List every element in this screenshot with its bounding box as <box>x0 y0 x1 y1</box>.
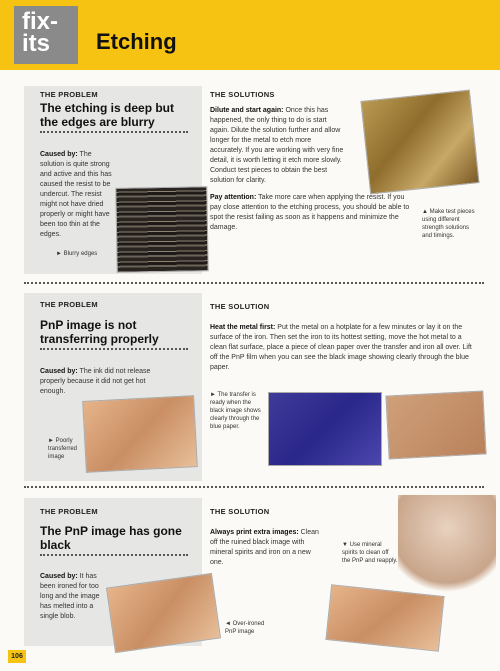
sol-label-1a: Dilute and start again: <box>210 107 284 114</box>
solution-text-1a <box>210 106 345 186</box>
blurry-etching-photo <box>115 186 208 273</box>
caused-by-3 <box>40 572 110 622</box>
sol-text-3: Clean off the ruined black image with mineral spirits and iron on a new one. <box>210 529 319 566</box>
divider <box>40 131 188 133</box>
solutions-kicker-3: THE SOLUTION <box>210 507 270 516</box>
sol-label-1b: Pay attention: <box>210 194 257 201</box>
badge-line2: its <box>22 30 51 57</box>
sol-text-1a: Once this has happened, the only thing to do is start again. Dilute the solution further and allow longer for the metal to etch more accurately. If you are working with very fine detail, it is worth letting it etch more slowly. Conduct test pieces to obtain the best solution for clarity. <box>210 107 344 184</box>
caused-label-2: Caused by: <box>40 368 78 375</box>
solution-text-2 <box>210 323 480 373</box>
problem-title-2: PnP image is not transferring properly <box>40 318 159 346</box>
image-caption-2: ► Poorly transferred image <box>48 438 78 460</box>
caused-label-3: Caused by: <box>40 573 78 580</box>
fix-its-badge <box>14 6 78 64</box>
photo-caption-2: ► The transfer is ready when the black image shows clearly through the blue paper. <box>210 392 261 430</box>
solutions-kicker-2: THE SOLUTION <box>210 302 270 311</box>
blue-paper-photo <box>268 392 382 466</box>
page-number: 106 <box>8 650 26 663</box>
problem-kicker-1: THE PROBLEM <box>40 90 98 99</box>
solution-text-3 <box>210 528 322 568</box>
image-caption-1: ► Blurry edges <box>56 251 98 257</box>
solutions-kicker-1: THE SOLUTIONS <box>210 90 275 99</box>
caused-label-1: Caused by: <box>40 151 78 158</box>
photo-caption-1: ▲ Make test pieces using different strength solutions and timings. <box>422 209 475 239</box>
over-ironed-photo <box>106 573 221 653</box>
caused-text-1: The solution is quite strong and active and this has caused the resist to be undercut. The resist might not have dried properly or might have been too thin at the edges. <box>40 151 112 238</box>
problem-kicker-2: THE PROBLEM <box>40 300 98 309</box>
problem-title-3: The PnP image has gone black <box>40 524 182 552</box>
sol-label-2: Heat the metal first: <box>210 324 276 331</box>
test-piece-photo <box>360 90 479 195</box>
section-divider <box>24 282 484 284</box>
page-title: Etching <box>96 29 177 54</box>
poor-transfer-photo <box>82 395 198 473</box>
divider <box>40 554 188 556</box>
divider <box>40 348 188 350</box>
header-band <box>0 0 500 70</box>
solution-text-1b <box>210 193 415 233</box>
caused-by-2 <box>40 367 170 397</box>
caused-text-2: The ink did not release properly because it did not get hot enough. <box>40 368 151 395</box>
problem-kicker-3: THE PROBLEM <box>40 507 98 516</box>
photo-caption-3: ▼ Use mineral spirits to clean off the PnP and reapply. <box>342 542 398 564</box>
caused-by-1 <box>40 150 114 240</box>
sol-text-2: Put the metal on a hotplate for a few minutes or lay it on the surface of the iron. Then set the iron to its hottest setting, move the hot metal to a clean flat surface, place a piece of clean paper over the transfer and iron all over. Lift off the PnP film when you can see the black image showing clearly through the blue paper. <box>210 324 472 371</box>
sol-text-1b: Take more care when applying the resist. If you pay close attention to the etching process, you should be able to spot the resist failing as soon as it happens and minimize the damage. <box>210 194 410 231</box>
section-divider <box>24 486 484 488</box>
image-caption-3: ◄ Over-ironed PnP image <box>225 621 265 635</box>
hand-photo <box>398 495 496 605</box>
sol-label-3: Always print extra images: <box>210 529 299 536</box>
problem-title-1: The etching is deep but the edges are blurry <box>40 101 175 129</box>
transfer-result-photo <box>385 390 486 459</box>
badge-line1: fix- <box>22 8 58 35</box>
caused-text-3: It has been ironed for too long and the image has melted into a single blob. <box>40 573 100 620</box>
